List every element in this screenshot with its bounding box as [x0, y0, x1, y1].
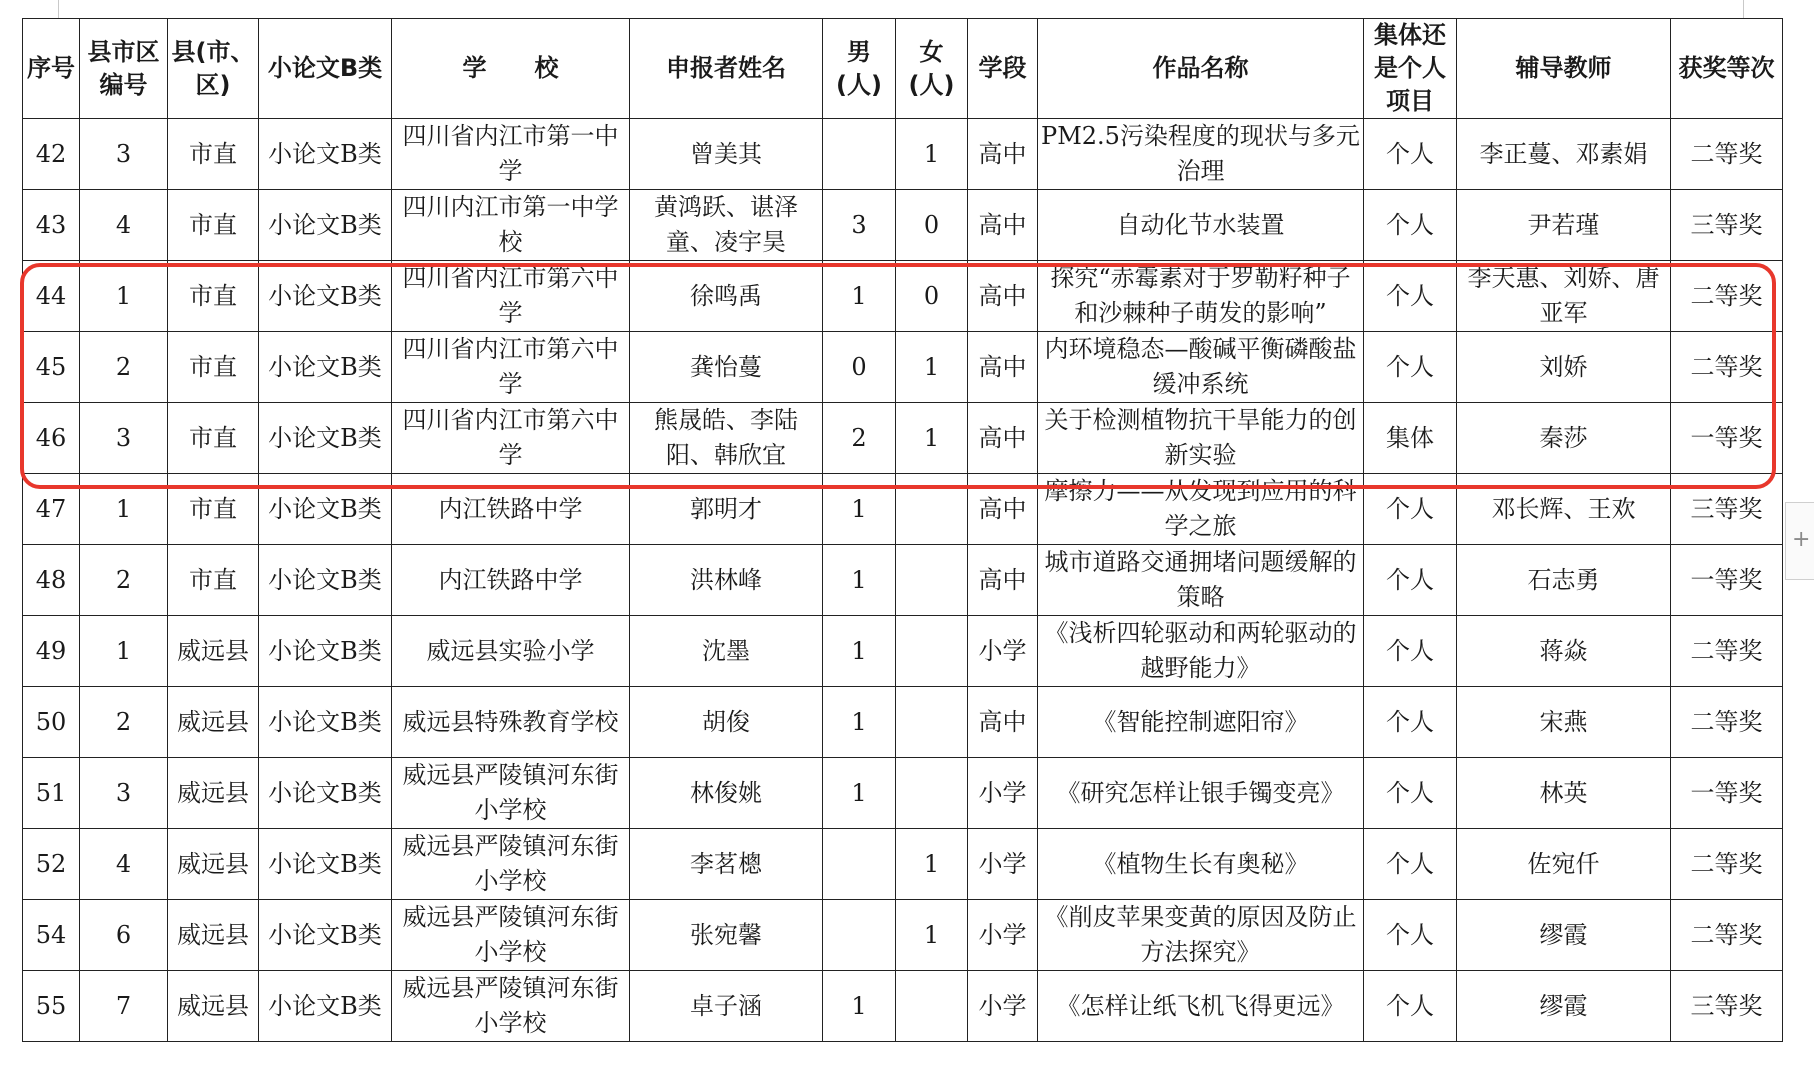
award-table	[22, 18, 1783, 1042]
table-row	[23, 545, 1783, 616]
cell-seq: 55	[23, 971, 80, 1042]
cell-school: 威远县实验小学	[392, 616, 630, 687]
cell-category: 小论文B类	[259, 687, 392, 758]
cell-school: 威远县严陵镇河东街小学校	[392, 829, 630, 900]
cell-applicant: 曾美其	[630, 119, 823, 190]
cell-project-type: 个人	[1364, 545, 1457, 616]
cell-seq: 54	[23, 900, 80, 971]
col-header-school: 学 校	[392, 19, 630, 119]
table-row	[23, 971, 1783, 1042]
cell-seq: 44	[23, 261, 80, 332]
cell-district-code: 7	[80, 971, 168, 1042]
cell-stage: 高中	[968, 261, 1038, 332]
cell-female: 1	[896, 332, 968, 403]
cell-project-type: 个人	[1364, 119, 1457, 190]
cell-female: 1	[896, 403, 968, 474]
cell-district-code: 2	[80, 332, 168, 403]
cell-school: 威远县特殊教育学校	[392, 687, 630, 758]
col-header-project-type: 集体还是个人项目	[1364, 19, 1457, 119]
cell-category: 小论文B类	[259, 332, 392, 403]
cell-stage: 小学	[968, 971, 1038, 1042]
cell-seq: 43	[23, 190, 80, 261]
cell-female	[896, 474, 968, 545]
cell-project-type: 个人	[1364, 687, 1457, 758]
cell-female: 1	[896, 900, 968, 971]
cell-district-code: 1	[80, 261, 168, 332]
cell-applicant: 洪林峰	[630, 545, 823, 616]
cell-work-title: 关于检测植物抗干旱能力的创新实验	[1038, 403, 1364, 474]
cell-county: 威远县	[168, 900, 259, 971]
cell-category: 小论文B类	[259, 900, 392, 971]
cell-county: 威远县	[168, 616, 259, 687]
cell-county: 市直	[168, 261, 259, 332]
cell-award: 一等奖	[1671, 758, 1783, 829]
cell-district-code: 1	[80, 474, 168, 545]
cell-stage: 高中	[968, 687, 1038, 758]
table-row	[23, 900, 1783, 971]
cell-female	[896, 545, 968, 616]
cell-male: 1	[823, 758, 896, 829]
side-expand-tab[interactable]	[1785, 502, 1814, 580]
cell-district-code: 3	[80, 758, 168, 829]
cell-male: 3	[823, 190, 896, 261]
cell-category: 小论文B类	[259, 190, 392, 261]
cell-school: 四川省内江市第一中学	[392, 119, 630, 190]
cell-school: 内江铁路中学	[392, 545, 630, 616]
cell-seq: 47	[23, 474, 80, 545]
cell-teacher: 秦莎	[1457, 403, 1671, 474]
cell-category: 小论文B类	[259, 261, 392, 332]
cell-county: 威远县	[168, 758, 259, 829]
cell-seq: 50	[23, 687, 80, 758]
cell-male: 1	[823, 971, 896, 1042]
cell-project-type: 个人	[1364, 332, 1457, 403]
cell-applicant: 黄鸿跃、谌泽童、凌宇昊	[630, 190, 823, 261]
cell-project-type: 个人	[1364, 190, 1457, 261]
cell-project-type: 个人	[1364, 616, 1457, 687]
cell-district-code: 6	[80, 900, 168, 971]
cell-category: 小论文B类	[259, 119, 392, 190]
cell-teacher: 刘娇	[1457, 332, 1671, 403]
cell-school: 威远县严陵镇河东街小学校	[392, 900, 630, 971]
cell-seq: 51	[23, 758, 80, 829]
cell-project-type: 个人	[1364, 829, 1457, 900]
cell-award: 二等奖	[1671, 119, 1783, 190]
cell-county: 威远县	[168, 687, 259, 758]
cell-applicant: 李茗樬	[630, 829, 823, 900]
cell-award: 三等奖	[1671, 190, 1783, 261]
cell-county: 市直	[168, 474, 259, 545]
cell-male: 0	[823, 332, 896, 403]
cell-applicant: 沈墨	[630, 616, 823, 687]
cell-female: 0	[896, 261, 968, 332]
cell-district-code: 4	[80, 190, 168, 261]
cell-award: 一等奖	[1671, 403, 1783, 474]
cell-district-code: 3	[80, 403, 168, 474]
page-edge-left	[58, 0, 59, 18]
col-header-applicant: 申报者姓名	[630, 19, 823, 119]
cell-work-title: 《植物生长有奥秘》	[1038, 829, 1364, 900]
cell-school: 内江铁路中学	[392, 474, 630, 545]
cell-work-title: 探究“赤霉素对于罗勒籽种子和沙棘种子萌发的影响”	[1038, 261, 1364, 332]
cell-male: 1	[823, 474, 896, 545]
cell-stage: 小学	[968, 829, 1038, 900]
cell-male	[823, 119, 896, 190]
cell-category: 小论文B类	[259, 829, 392, 900]
cell-teacher: 佐宛仟	[1457, 829, 1671, 900]
cell-county: 市直	[168, 403, 259, 474]
cell-award: 二等奖	[1671, 829, 1783, 900]
cell-work-title: 《智能控制遮阳帘》	[1038, 687, 1364, 758]
header-row	[23, 19, 1783, 119]
cell-seq: 48	[23, 545, 80, 616]
cell-male	[823, 829, 896, 900]
cell-stage: 小学	[968, 758, 1038, 829]
table-row	[23, 332, 1783, 403]
cell-county: 市直	[168, 190, 259, 261]
table-row	[23, 403, 1783, 474]
table-row	[23, 616, 1783, 687]
cell-seq: 46	[23, 403, 80, 474]
cell-school: 四川省内江市第六中学	[392, 332, 630, 403]
cell-work-title: 内环境稳态—酸碱平衡磷酸盐缓冲系统	[1038, 332, 1364, 403]
table-row	[23, 190, 1783, 261]
cell-county: 市直	[168, 119, 259, 190]
cell-female	[896, 971, 968, 1042]
cell-award: 二等奖	[1671, 687, 1783, 758]
table-row	[23, 261, 1783, 332]
cell-teacher: 宋燕	[1457, 687, 1671, 758]
cell-stage: 小学	[968, 616, 1038, 687]
cell-award: 二等奖	[1671, 332, 1783, 403]
cell-teacher: 李天惠、刘娇、唐亚军	[1457, 261, 1671, 332]
cell-county: 市直	[168, 332, 259, 403]
cell-project-type: 个人	[1364, 758, 1457, 829]
cell-female: 0	[896, 190, 968, 261]
cell-work-title: 《浅析四轮驱动和两轮驱动的越野能力》	[1038, 616, 1364, 687]
cell-male: 1	[823, 261, 896, 332]
cell-applicant: 林俊姚	[630, 758, 823, 829]
cell-stage: 小学	[968, 900, 1038, 971]
cell-female	[896, 758, 968, 829]
cell-project-type: 个人	[1364, 971, 1457, 1042]
cell-county: 市直	[168, 545, 259, 616]
cell-district-code: 3	[80, 119, 168, 190]
cell-work-title: 《怎样让纸飞机飞得更远》	[1038, 971, 1364, 1042]
cell-applicant: 卓子涵	[630, 971, 823, 1042]
cell-category: 小论文B类	[259, 545, 392, 616]
cell-female: 1	[896, 829, 968, 900]
cell-male	[823, 900, 896, 971]
cell-category: 小论文B类	[259, 403, 392, 474]
cell-applicant: 熊晟皓、李陆阳、韩欣宜	[630, 403, 823, 474]
cell-seq: 45	[23, 332, 80, 403]
cell-female	[896, 687, 968, 758]
cell-project-type: 个人	[1364, 900, 1457, 971]
cell-stage: 高中	[968, 545, 1038, 616]
cell-school: 四川省内江市第六中学	[392, 261, 630, 332]
cell-work-title: 自动化节水装置	[1038, 190, 1364, 261]
cell-award: 二等奖	[1671, 900, 1783, 971]
col-header-female: 女(人)	[896, 19, 968, 119]
col-header-stage: 学段	[968, 19, 1038, 119]
table-row	[23, 758, 1783, 829]
cell-female: 1	[896, 119, 968, 190]
cell-applicant: 张宛馨	[630, 900, 823, 971]
cell-project-type: 个人	[1364, 261, 1457, 332]
cell-school: 四川省内江市第六中学	[392, 403, 630, 474]
cell-award: 三等奖	[1671, 474, 1783, 545]
col-header-seq: 序号	[23, 19, 80, 119]
cell-award: 三等奖	[1671, 971, 1783, 1042]
col-header-award: 获奖等次	[1671, 19, 1783, 119]
cell-male: 1	[823, 545, 896, 616]
cell-teacher: 缪霞	[1457, 971, 1671, 1042]
cell-award: 二等奖	[1671, 261, 1783, 332]
col-header-teacher: 辅导教师	[1457, 19, 1671, 119]
cell-applicant: 胡俊	[630, 687, 823, 758]
page-edge-right	[1743, 0, 1744, 18]
cell-teacher: 尹若瑾	[1457, 190, 1671, 261]
table-row	[23, 474, 1783, 545]
table-row	[23, 687, 1783, 758]
cell-applicant: 龚怡蔓	[630, 332, 823, 403]
cell-teacher: 缪霞	[1457, 900, 1671, 971]
cell-teacher: 林英	[1457, 758, 1671, 829]
cell-work-title: 《研究怎样让银手镯变亮》	[1038, 758, 1364, 829]
cell-teacher: 李正蔓、邓素娟	[1457, 119, 1671, 190]
cell-project-type: 集体	[1364, 403, 1457, 474]
cell-seq: 42	[23, 119, 80, 190]
cell-seq: 52	[23, 829, 80, 900]
cell-district-code: 1	[80, 616, 168, 687]
cell-teacher: 蒋焱	[1457, 616, 1671, 687]
col-header-male: 男(人)	[823, 19, 896, 119]
cell-county: 威远县	[168, 829, 259, 900]
cell-district-code: 2	[80, 545, 168, 616]
cell-award: 二等奖	[1671, 616, 1783, 687]
cell-stage: 高中	[968, 119, 1038, 190]
cell-seq: 49	[23, 616, 80, 687]
cell-school: 威远县严陵镇河东街小学校	[392, 971, 630, 1042]
col-header-county: 县(市、区)	[168, 19, 259, 119]
cell-district-code: 4	[80, 829, 168, 900]
cell-work-title: 《削皮苹果变黄的原因及防止方法探究》	[1038, 900, 1364, 971]
cell-project-type: 个人	[1364, 474, 1457, 545]
col-header-district-code: 县市区编号	[80, 19, 168, 119]
cell-female	[896, 616, 968, 687]
col-header-category: 小论文B类	[259, 19, 392, 119]
cell-category: 小论文B类	[259, 758, 392, 829]
cell-work-title: 摩擦力——从发现到应用的科学之旅	[1038, 474, 1364, 545]
table-row	[23, 829, 1783, 900]
cell-male: 1	[823, 687, 896, 758]
cell-stage: 高中	[968, 190, 1038, 261]
cell-school: 四川内江市第一中学校	[392, 190, 630, 261]
cell-applicant: 徐鸣禹	[630, 261, 823, 332]
col-header-work-title: 作品名称	[1038, 19, 1364, 119]
cell-stage: 高中	[968, 332, 1038, 403]
cell-stage: 高中	[968, 403, 1038, 474]
cell-teacher: 石志勇	[1457, 545, 1671, 616]
cell-stage: 高中	[968, 474, 1038, 545]
cell-teacher: 邓长辉、王欢	[1457, 474, 1671, 545]
cell-school: 威远县严陵镇河东街小学校	[392, 758, 630, 829]
cell-county: 威远县	[168, 971, 259, 1042]
cell-male: 1	[823, 616, 896, 687]
cell-work-title: 城市道路交通拥堵问题缓解的策略	[1038, 545, 1364, 616]
cell-category: 小论文B类	[259, 971, 392, 1042]
table-row	[23, 119, 1783, 190]
cell-category: 小论文B类	[259, 474, 392, 545]
cell-award: 一等奖	[1671, 545, 1783, 616]
cell-district-code: 2	[80, 687, 168, 758]
cell-category: 小论文B类	[259, 616, 392, 687]
cell-applicant: 郭明才	[630, 474, 823, 545]
cell-male: 2	[823, 403, 896, 474]
plus-icon: +	[1792, 527, 1811, 552]
cell-work-title: PM2.5污染程度的现状与多元治理	[1038, 119, 1364, 190]
